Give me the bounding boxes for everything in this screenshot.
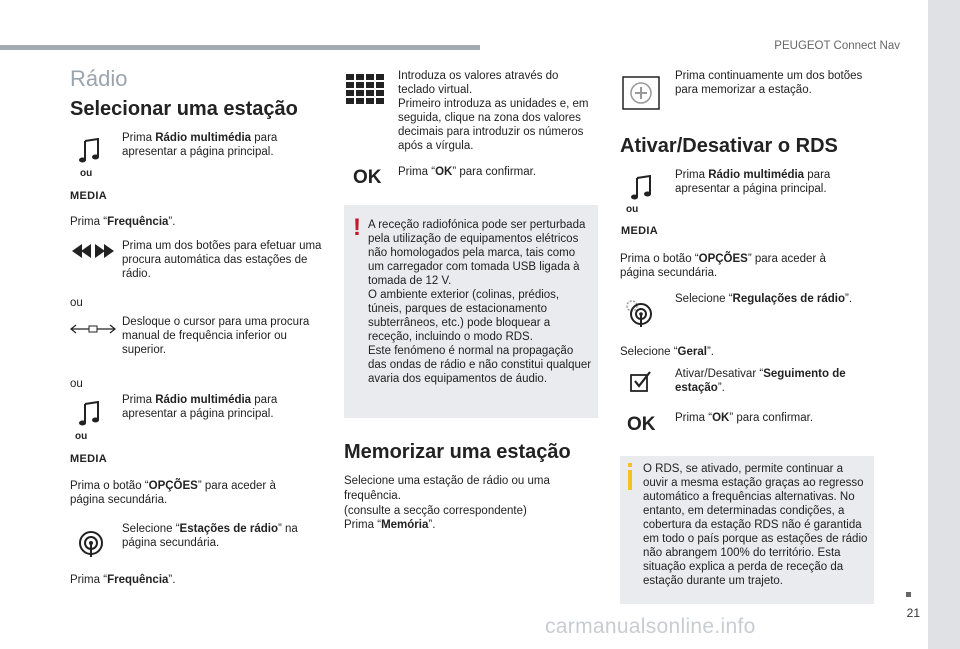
media-button-label: MEDIA	[70, 190, 107, 202]
step-auto-search: Prima um dos botões para efetuar uma procura automática das estações de rádio.	[122, 240, 322, 280]
prima-frequencia: Prima “Frequência”.	[70, 574, 176, 586]
warning-text: A receção radiofónica pode ser perturbada pela utilização de equipamentos elétricos não homologados pela marca, tais como um carregador com tomada USB ligada à tomada de 12 V. O ambiente exterior (colinas, prédios, túneis, parques de estacionamento subterrâneos, etc.) pode bloquear a receção, incluindo o modo RDS. Este fenómeno é normal na propagação das ondas de rádio e não constitui qualquer avaria dos equipamentos de áudio.	[368, 219, 592, 385]
radio-settings-icon	[624, 298, 654, 333]
or-label: ou	[75, 431, 88, 442]
step-radio-multimedia: Prima Rádio multimédia para apresentar a página principal.	[122, 394, 278, 420]
watermark: carmanualsonline.info	[545, 615, 756, 638]
memorize-instructions: Selecione uma estação de rádio ou uma frequência. (consulte a secção correspondente)	[344, 475, 550, 517]
seek-arrows-icon	[72, 244, 114, 263]
slider-cursor-icon	[70, 321, 116, 339]
memory-preset-icon	[622, 76, 660, 115]
prima-memoria: Prima “Memória”.	[344, 519, 436, 531]
or-text: ou	[70, 297, 83, 309]
section-title: Rádio	[70, 66, 128, 91]
media-button-label: MEDIA	[70, 453, 107, 465]
prima-frequencia: Prima “Frequência”.	[70, 216, 176, 228]
press-hold-preset: Prima continuamente um dos botões para memorizar a estação.	[675, 70, 863, 96]
music-note-icon	[78, 401, 102, 432]
page-marker	[906, 592, 911, 597]
heading-memorize-station: Memorizar uma estação	[344, 441, 571, 463]
ok-icon: OK	[627, 414, 656, 435]
info-icon-dot	[628, 463, 632, 467]
keypad-instructions: Introduza os valores através do teclado virtual. Primeiro introduza as unidades e, em seguida, clique na zona dos valores decimais para introduzir os números após a vírgula.	[398, 70, 589, 152]
select-general: Selecione “Geral”.	[620, 346, 714, 358]
step-radio-multimedia: Prima Rádio multimédia para apresentar a página principal.	[675, 169, 831, 195]
checkbox-icon	[628, 369, 656, 398]
page-number: 21	[906, 606, 920, 620]
or-label: ou	[80, 168, 93, 179]
confirm-ok: Prima “OK” para confirmar.	[675, 412, 814, 424]
toggle-station-follow: Ativar/Desativar “Seguimento de estação”.	[675, 368, 846, 394]
info-icon	[628, 470, 632, 490]
header-rule	[0, 45, 480, 50]
or-text: ou	[70, 378, 83, 390]
confirm-ok: Prima “OK” para confirmar.	[398, 166, 537, 178]
radio-antenna-icon	[78, 530, 104, 563]
running-title: PEUGEOT Connect Nav	[774, 40, 900, 52]
page-edge-band	[928, 0, 960, 649]
options-text: Prima o botão “OPÇÕES” para aceder à página secundária.	[70, 480, 276, 506]
music-note-icon	[78, 138, 102, 169]
select-radio-settings: Selecione “Regulações de rádio”.	[675, 293, 853, 305]
heading-rds: Ativar/Desativar o RDS	[620, 135, 838, 157]
info-text: O RDS, se ativado, permite continuar a ouvir a mesma estação graças ao regresso automático a frequências alternativas. No entanto, em determinadas condições, a cobertura da estação RDS não é garantida em todo o país porque as estações de rádio não abrangem 100% do território. Esta situação explica a perda de receção da estação durante um trajeto.	[643, 463, 868, 587]
heading-select-station: Selecionar uma estação	[70, 98, 298, 120]
step-radio-multimedia: Prima Rádio multimédia para apresentar a página principal.	[122, 132, 278, 158]
music-note-icon	[630, 175, 654, 206]
ok-icon: OK	[353, 167, 382, 188]
step-manual-search: Desloque o cursor para uma procura manual de frequência inferior ou superior.	[122, 316, 310, 356]
warning-icon: !	[353, 214, 361, 241]
media-button-label: MEDIA	[621, 225, 658, 237]
or-label: ou	[626, 204, 639, 215]
keypad-icon	[346, 74, 386, 109]
options-text: Prima o botão “OPÇÕES” para aceder à página secundária.	[620, 253, 826, 279]
select-radio-stations: Selecione “Estações de rádio” na página secundária.	[122, 523, 298, 549]
